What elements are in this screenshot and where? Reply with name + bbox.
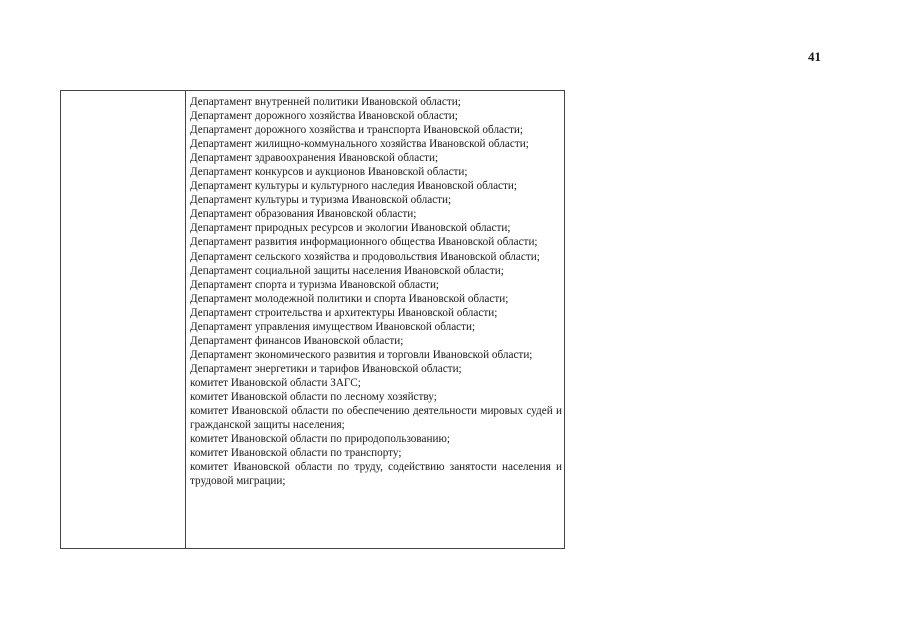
table-entry: Департамент сельского хозяйства и продовольствия Ивановской области; bbox=[190, 250, 540, 263]
table-entry: Департамент конкурсов и аукционов Ивановской области; bbox=[190, 166, 468, 179]
table-entry: Департамент дорожного хозяйства Ивановской области; bbox=[190, 110, 458, 123]
table-left-cell bbox=[61, 91, 186, 548]
table-entry: комитет Ивановской области по обеспечению деятельности мировых судей и гражданской защиты населения; bbox=[190, 405, 562, 432]
table-entry: Департамент молодежной политики и спорта Ивановской области; bbox=[190, 292, 509, 305]
table-entry: Департамент финансов Ивановской области; bbox=[190, 334, 404, 347]
table-entry: Департамент жилищно-коммунального хозяйства Ивановской области; bbox=[190, 138, 529, 151]
table-entry: Департамент спорта и туризма Ивановской области; bbox=[190, 278, 440, 291]
table-entry: комитет Ивановской области ЗАГС; bbox=[190, 376, 361, 389]
table-entry: Департамент культуры и культурного наследия Ивановской области; bbox=[190, 180, 517, 193]
table-entry: Департамент природных ресурсов и экологии Ивановской области; bbox=[190, 222, 511, 235]
table-entry: Департамент энергетики и тарифов Ивановской области; bbox=[190, 362, 462, 375]
table-entry: комитет Ивановской области по природопользованию; bbox=[190, 433, 450, 446]
table-entry: Департамент управления имуществом Ивановской области; bbox=[190, 320, 476, 333]
table-entry: Департамент культуры и туризма Ивановской области; bbox=[190, 194, 452, 207]
table-entry: Департамент экономического развития и торговли Ивановской области; bbox=[190, 348, 533, 361]
document-table bbox=[60, 90, 565, 549]
table-entry: Департамент здравоохранения Ивановской области; bbox=[190, 152, 439, 165]
table-entry: Департамент строительства и архитектуры Ивановской области; bbox=[190, 306, 498, 319]
table-entry: комитет Ивановской области по труду, содействию занятости населения и трудовой миграции; bbox=[190, 461, 562, 488]
table-entry: Департамент образования Ивановской области; bbox=[190, 208, 417, 221]
table-right-cell bbox=[186, 91, 564, 548]
table-entry: комитет Ивановской области по лесному хозяйству; bbox=[190, 390, 437, 403]
table-entry: Департамент развития информационного общества Ивановской области; bbox=[190, 236, 538, 249]
table-entry: Департамент внутренней политики Ивановской области; bbox=[190, 96, 461, 108]
page-number: 41 bbox=[808, 49, 821, 64]
table-entry: комитет Ивановской области по транспорту; bbox=[190, 447, 402, 460]
table-entry: Департамент дорожного хозяйства и транспорта Ивановской области; bbox=[190, 124, 523, 137]
table-entry: Департамент социальной защиты населения Ивановской области; bbox=[190, 264, 504, 277]
